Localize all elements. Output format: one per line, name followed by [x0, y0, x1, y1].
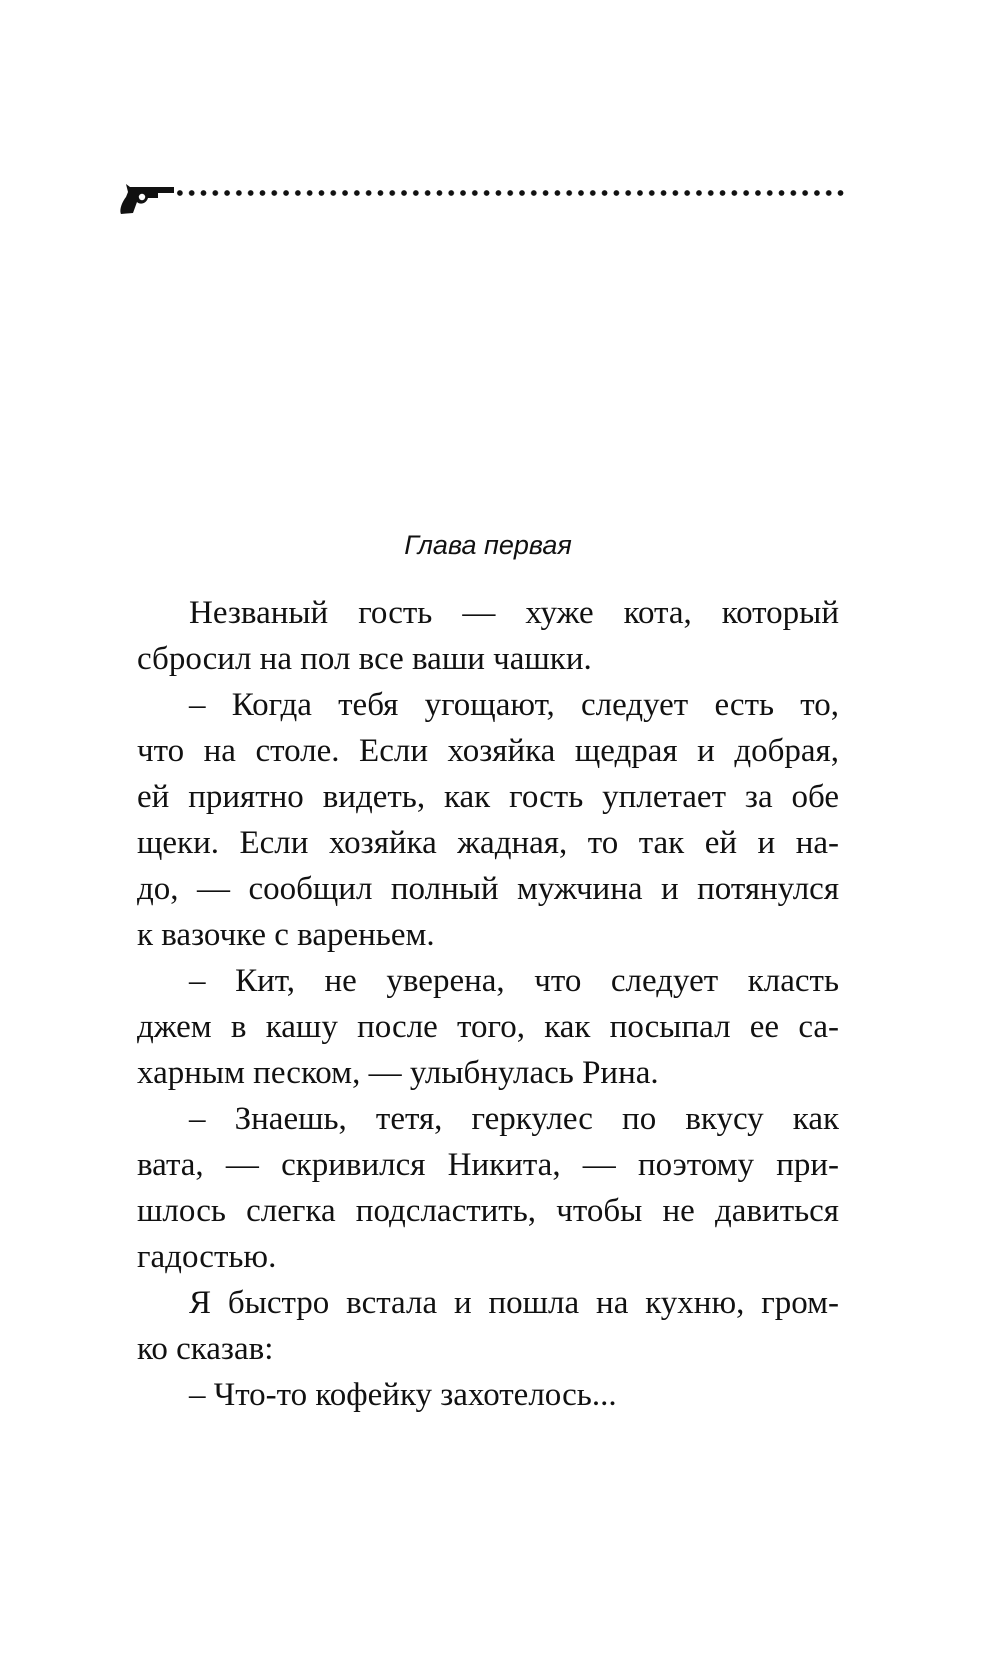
chapter-ornament [118, 180, 848, 220]
dotted-rule [174, 190, 846, 196]
text-line: ко сказав: [137, 1331, 274, 1367]
body-text [137, 594, 839, 1422]
text-line: – Когда тебя угощают, следует есть то, [189, 687, 839, 723]
text-line: сбросил на пол все ваши чашки. [137, 641, 592, 677]
text-line: Незваный гость — хуже кота, который [189, 595, 839, 631]
text-line: – Кит, не уверена, что следует класть [189, 963, 839, 999]
text-line: джем в кашу после того, как посыпал ее са- [137, 1009, 839, 1045]
text-line: харным песком, — улыбнулась Рина. [137, 1055, 659, 1091]
text-line: до, — сообщил полный мужчина и потянулся [137, 871, 839, 907]
text-line: что на столе. Если хозяйка щедрая и добрая, [137, 733, 839, 769]
text-line: – Что-то кофейку захотелось... [189, 1377, 617, 1413]
text-line: Я быстро встала и пошла на кухню, гром- [189, 1285, 839, 1321]
text-line: шлось слегка подсластить, чтобы не давиться [137, 1193, 839, 1229]
text-line: щеки. Если хозяйка жадная, то так ей и на- [137, 825, 839, 861]
text-line: к вазочке с вареньем. [137, 917, 435, 953]
revolver-icon [118, 180, 176, 216]
text-line: ей приятно видеть, как гость уплетает за обе [137, 779, 839, 815]
text-line: гадостью. [137, 1239, 277, 1275]
text-line: – Знаешь, тетя, геркулес по вкусу как [189, 1101, 839, 1137]
chapter-title: Глава первая [404, 530, 572, 560]
text-line: вата, — скривился Никита, — поэтому при- [137, 1147, 839, 1183]
